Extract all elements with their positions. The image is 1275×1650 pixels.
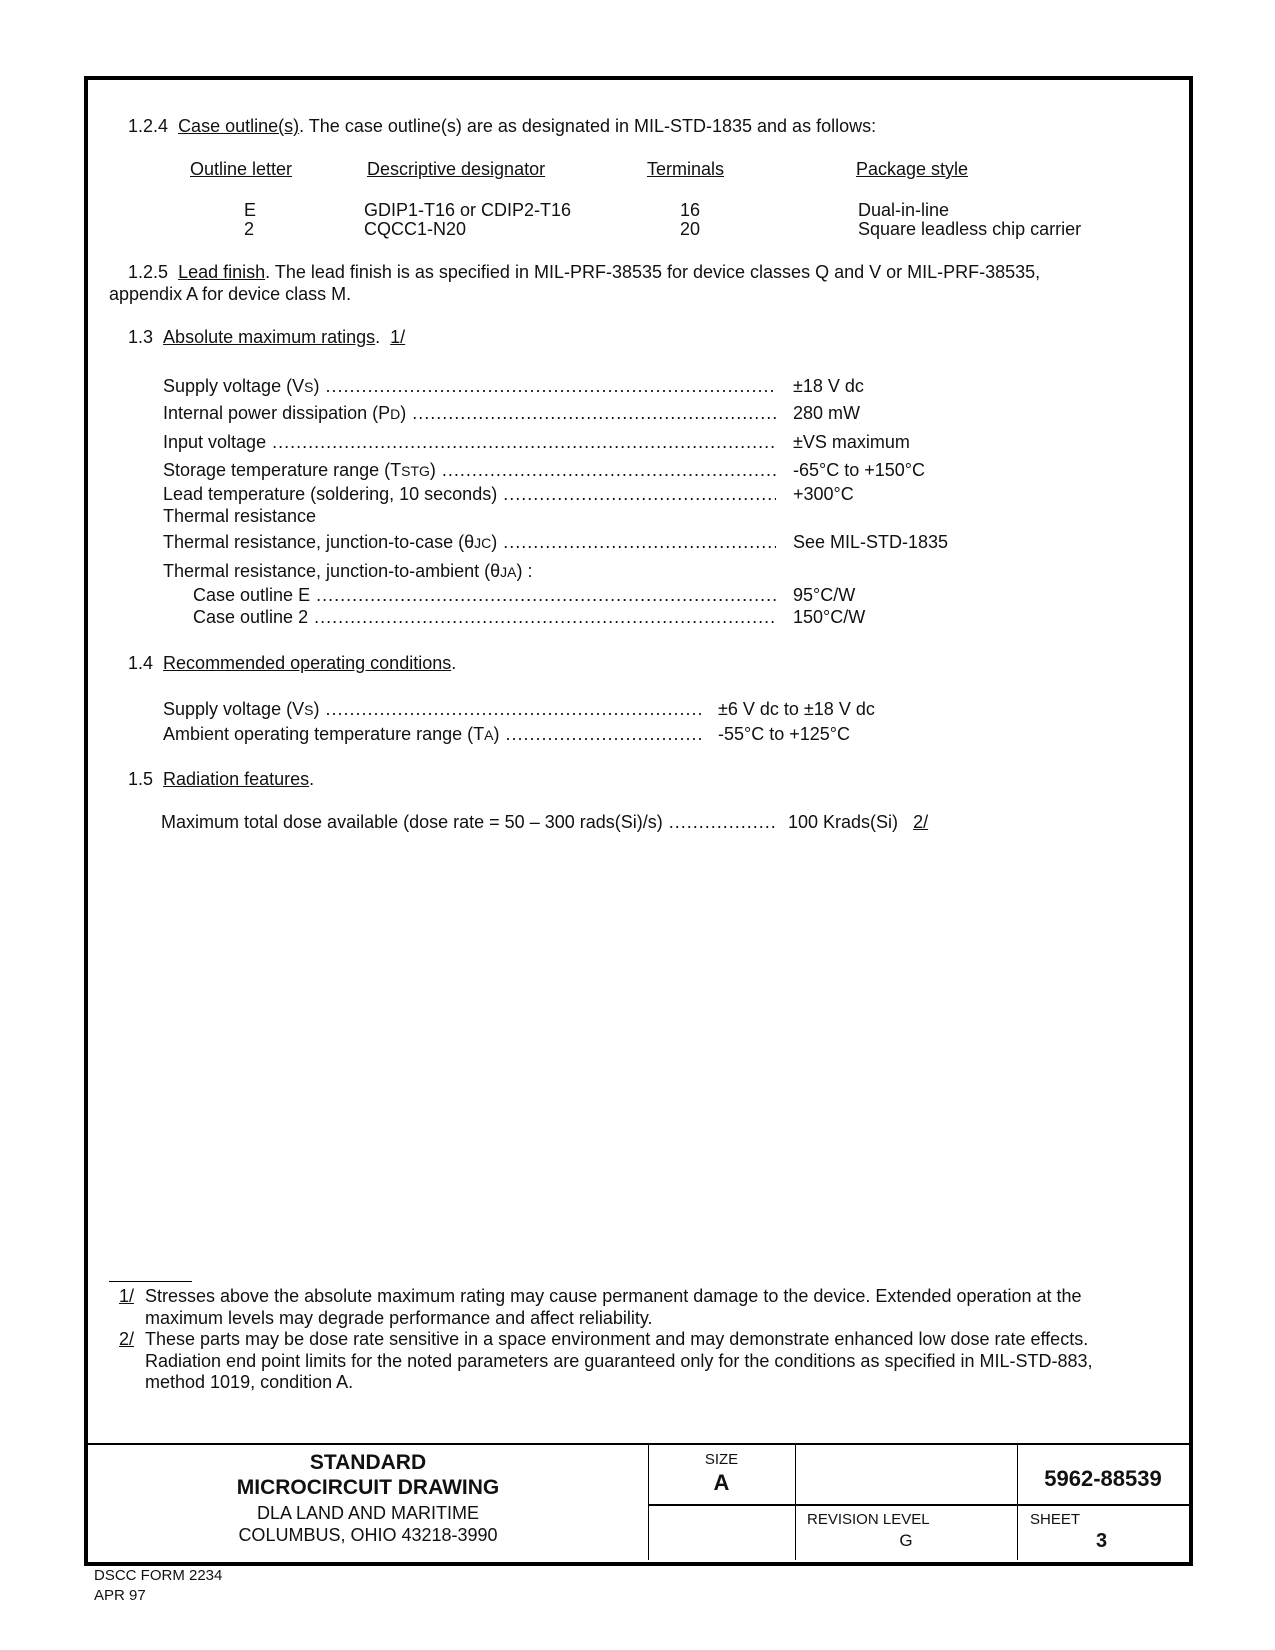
label-text: Case outline E [193,585,311,605]
row-label [163,433,266,451]
footnote-rule [109,1281,192,1282]
footnote-mark: 2/ [119,1329,135,1349]
rating-row [163,533,782,551]
section-title: Absolute maximum ratings [163,327,376,347]
table-cell: CQCC1-N20 [364,219,467,239]
col-header: Package style [856,159,969,179]
label-text: Supply voltage (V [163,699,305,719]
footnote-text: Stresses above the absolute maximum rating may cause permanent damage to the device. Extended operation at the [145,1286,1082,1306]
section-title: Lead finish [178,262,266,282]
table-cell: 2 [244,219,255,239]
sheet-number: 3 [1096,1530,1108,1552]
dot-leader [316,586,776,604]
row-label [193,608,308,626]
table-cell: GDIP1-T16 or CDIP2-T16 [364,200,572,220]
section-number: 1.3 [128,327,154,347]
row-value: -55°C to +125°C [718,724,850,744]
label-text: ) [400,403,407,423]
section-1-2-4 [128,117,876,135]
section-text: . The case outline(s) are as designated in MIL-STD-1835 and as follows: [299,116,877,136]
revision-label: REVISION LEVEL [807,1511,930,1528]
label-text: Thermal resistance, junction-to-ambient (θ [163,561,501,581]
section-number: 1.2.5 [128,262,169,282]
row-label: Maximum total dose available (dose rate = 50 – 300 rads(Si)/s) [161,812,663,832]
table-cell: Square leadless chip carrier [858,219,1082,239]
radiation-row [161,813,781,831]
label-text: Lead temperature (soldering, 10 seconds) [163,484,498,504]
dot-leader [325,377,776,395]
rating-row [163,433,782,451]
table-cell: Dual-in-line [858,200,950,220]
row-value: ±VS maximum [793,432,910,452]
rating-row [163,700,708,718]
label-text: Supply voltage (V [163,376,305,396]
label-subscript: S [304,379,314,395]
rating-row [163,377,782,395]
col-header: Descriptive designator [367,159,546,179]
section-title: Case outline(s) [178,116,300,136]
table-cell: 16 [680,200,701,220]
row-label [163,461,436,479]
dot-leader [506,725,702,743]
row-label [163,562,532,580]
label-text: Internal power dissipation (P [163,403,391,423]
row-value: +300°C [793,484,854,504]
section-1-5 [128,770,314,788]
label-text: ) [493,724,500,744]
row-label [163,485,497,503]
col-header: Outline letter [190,159,293,179]
size-value: A [713,1470,730,1495]
label-text: Input voltage [163,432,267,452]
footnote-text: These parts may be dose rate sensitive in a space environment and may demonstrate enhanced low dose rate effects. [145,1329,1089,1349]
revision-value: G [899,1531,913,1550]
row-value: ±6 V dc to ±18 V dc [718,699,875,719]
row-value: 280 mW [793,403,861,423]
section-title: Recommended operating conditions [163,653,452,673]
section-text: appendix A for device class M. [109,284,352,304]
label-text: ) [313,376,320,396]
footnote-text: method 1019, condition A. [145,1372,354,1392]
section-number: 1.2.4 [128,116,169,136]
footnote-ref: 2/ [913,812,929,832]
label-text: Case outline 2 [193,607,309,627]
row-label [193,586,310,604]
row-value [788,813,928,831]
dot-leader [314,608,776,626]
rating-row [163,507,316,525]
dot-leader [325,700,702,718]
footnote-text: Radiation end point limits for the noted parameters are guaranteed only for the conditions as specified in MIL-STD-883, [145,1350,1093,1371]
dot-leader [503,485,776,503]
table-cell: E [244,200,257,220]
row-value: ±18 V dc [793,376,864,396]
agency: DLA LAND AND MARITIME [256,1503,480,1523]
label-subscript: JA [500,564,517,580]
divider [1017,1443,1018,1560]
rating-row [163,485,782,503]
form-date: APR 97 [94,1587,146,1604]
label-text: ) : [516,561,533,581]
label-subscript: A [484,727,494,743]
dot-leader [442,461,776,479]
footnote-ref: 1/ [390,327,406,347]
form-name: DSCC FORM 2234 [94,1567,223,1584]
drawing-number: 5962-88539 [1044,1466,1162,1491]
label-subscript: STG [401,463,430,479]
rating-row [163,461,782,479]
label-text: Thermal resistance [163,506,317,526]
punct: . [309,769,315,789]
label-text: ) [491,532,498,552]
dot-leader [412,404,776,422]
section-title: Radiation features [163,769,310,789]
table-cell: 20 [680,219,701,239]
title-standard: STANDARD [309,1451,427,1474]
section-text: . The lead finish is as specified in MIL-PRF-38535 for device classes Q and V or MIL-PRF-38535, [265,262,1041,282]
size-label: SIZE [704,1451,739,1468]
row-label [163,700,319,718]
address: COLUMBUS, OHIO 43218-3990 [238,1525,498,1545]
footnote-mark: 1/ [119,1286,135,1306]
col-header: Terminals [647,159,725,179]
rating-row [163,725,708,743]
rating-row [193,608,782,626]
row-label [163,725,500,743]
dot-leader [669,813,775,831]
title-drawing: MICROCIRCUIT DRAWING [236,1476,500,1499]
label-text: Thermal resistance, junction-to-case (θ [163,532,475,552]
rating-row [163,404,782,422]
rating-row [193,586,782,604]
section-1-2-5 [128,263,1040,281]
row-value: See MIL-STD-1835 [793,532,949,552]
section-1-4 [128,654,456,672]
footnote-text: maximum levels may degrade performance and affect reliability. [145,1307,653,1328]
row-value: 95°C/W [793,585,856,605]
punct: . [375,327,381,347]
dot-leader [272,433,776,451]
row-value: 150°C/W [793,607,866,627]
row-label [163,533,497,551]
dot-leader [503,533,776,551]
label-text: ) [313,699,320,719]
label-subscript: JC [474,535,492,551]
section-1-3 [128,328,405,346]
row-label [163,507,316,525]
row-label [163,404,406,422]
label-subscript: S [304,702,314,718]
sheet-label: SHEET [1030,1511,1081,1528]
punct: . [451,653,457,673]
title-block-mid-line [648,1504,1189,1506]
section-number: 1.4 [128,653,154,673]
value-text: 100 Krads(Si) [788,812,899,832]
label-text: Ambient operating temperature range (T [163,724,485,744]
label-text: Storage temperature range (T [163,460,402,480]
title-block-top-line [84,1443,1189,1445]
row-label [163,377,319,395]
label-text: ) [429,460,436,480]
rating-row [163,562,532,580]
row-value: -65°C to +150°C [793,460,925,480]
label-subscript: D [390,406,401,422]
section-number: 1.5 [128,769,154,789]
